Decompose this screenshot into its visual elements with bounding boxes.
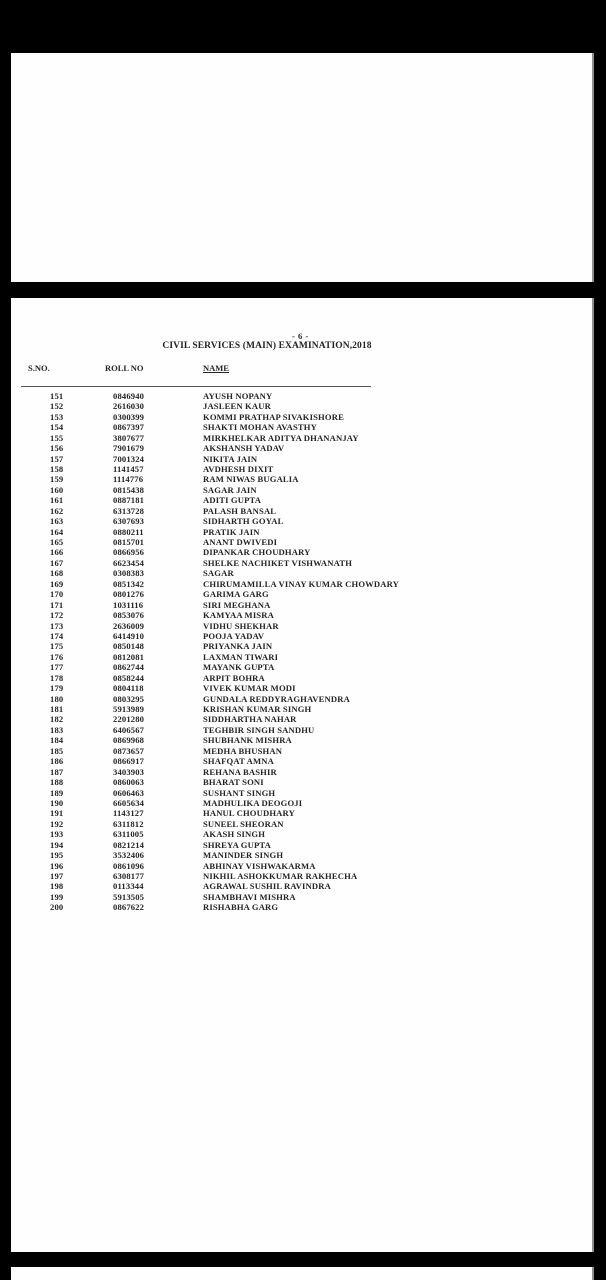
- row-serial-number: 186: [50, 756, 64, 767]
- document-title: CIVIL SERVICES (MAIN) EXAMINATION,2018: [162, 341, 372, 351]
- row-candidate-name: MIRKHELKAR ADITYA DHANANJAY: [203, 432, 359, 443]
- row-roll-number: 6406567: [113, 724, 145, 735]
- table-row: [11, 506, 592, 516]
- table-row: [11, 422, 592, 432]
- row-candidate-name: SAGAR JAIN: [203, 484, 257, 495]
- table-row: [11, 475, 592, 485]
- row-roll-number: 3807677: [113, 432, 145, 443]
- table-row: [11, 725, 592, 735]
- table-row: [11, 798, 592, 808]
- table-row: [11, 777, 592, 787]
- table-row: [11, 610, 592, 620]
- row-candidate-name: PALASH BANSAL: [203, 505, 277, 516]
- row-serial-number: 190: [50, 797, 64, 808]
- row-candidate-name: HANUL CHOUDHARY: [203, 808, 295, 819]
- row-candidate-name: SUNEEL SHEORAN: [203, 818, 284, 829]
- row-roll-number: 0869968: [113, 735, 145, 746]
- document-page-current: [11, 298, 594, 1252]
- table-row: [11, 850, 592, 860]
- row-serial-number: 157: [50, 453, 64, 464]
- row-candidate-name: JASLEEN KAUR: [203, 401, 271, 412]
- row-candidate-name: MEDHA BHUSHAN: [203, 745, 283, 756]
- page-number-label: - 6 -: [292, 331, 309, 341]
- row-candidate-name: PRIYANKA JAIN: [203, 641, 273, 652]
- row-candidate-name: KOMMI PRATHAP SIVAKISHORE: [203, 411, 344, 422]
- table-row: [11, 579, 592, 589]
- row-candidate-name: REHANA BASHIR: [203, 766, 277, 777]
- row-roll-number: 0815701: [113, 537, 145, 548]
- row-serial-number: 156: [50, 443, 64, 454]
- row-candidate-name: BHARAT SONI: [203, 777, 264, 788]
- table-row: [11, 902, 592, 912]
- row-serial-number: 173: [50, 620, 64, 631]
- row-roll-number: 0867622: [113, 902, 145, 913]
- row-roll-number: 0861096: [113, 860, 145, 871]
- results-table: [11, 391, 592, 913]
- row-roll-number: 0308383: [113, 568, 145, 579]
- row-roll-number: 0851342: [113, 578, 145, 589]
- row-candidate-name: SHAKTI MOHAN AVASTHY: [203, 422, 317, 433]
- row-roll-number: 0880211: [113, 526, 144, 537]
- table-row: [11, 840, 592, 850]
- row-candidate-name: SHAFQAT AMNA: [203, 756, 274, 767]
- table-row: [11, 433, 592, 443]
- table-row: [11, 401, 592, 411]
- row-roll-number: 5913505: [113, 891, 145, 902]
- row-roll-number: 0803295: [113, 693, 145, 704]
- row-serial-number: 161: [50, 495, 64, 506]
- table-row: [11, 558, 592, 568]
- row-candidate-name: TEGHBIR SINGH SANDHU: [203, 724, 315, 735]
- row-candidate-name: VIVEK KUMAR MODI: [203, 683, 296, 694]
- row-serial-number: 179: [50, 683, 64, 694]
- row-serial-number: 174: [50, 630, 64, 641]
- table-row: [11, 829, 592, 839]
- row-serial-number: 187: [50, 766, 64, 777]
- table-row: [11, 756, 592, 766]
- row-candidate-name: KRISHAN KUMAR SINGH: [203, 704, 312, 715]
- row-candidate-name: AYUSH NOPANY: [203, 390, 273, 401]
- row-roll-number: 0821214: [113, 839, 145, 850]
- row-candidate-name: AGRAWAL SUSHIL RAVINDRA: [203, 881, 331, 892]
- row-roll-number: 0887181: [113, 495, 145, 506]
- row-serial-number: 165: [50, 537, 64, 548]
- row-candidate-name: CHIRUMAMILLA VINAY KUMAR CHOWDARY: [203, 578, 400, 589]
- row-candidate-name: SHUBHANK MISHRA: [203, 735, 292, 746]
- table-row: [11, 527, 592, 537]
- table-row: [11, 642, 592, 652]
- row-serial-number: 166: [50, 547, 64, 558]
- row-candidate-name: ABHINAY VISHWAKARMA: [203, 860, 316, 871]
- table-row: [11, 516, 592, 526]
- row-serial-number: 183: [50, 724, 64, 735]
- row-serial-number: 167: [50, 557, 64, 568]
- row-candidate-name: ARPIT BOHRA: [203, 672, 265, 683]
- row-serial-number: 172: [50, 610, 64, 621]
- row-candidate-name: ANANT DWIVEDI: [203, 537, 278, 548]
- table-row: [11, 464, 592, 474]
- row-candidate-name: AVDHESH DIXIT: [203, 463, 274, 474]
- row-candidate-name: SHAMBHAVI MISHRA: [203, 891, 296, 902]
- table-row: [11, 704, 592, 714]
- header-divider: [21, 386, 371, 387]
- table-row: [11, 861, 592, 871]
- table-row: [11, 548, 592, 558]
- table-row: [11, 788, 592, 798]
- table-row: [11, 892, 592, 902]
- row-roll-number: 3532406: [113, 850, 145, 861]
- row-roll-number: 0300399: [113, 411, 145, 422]
- row-candidate-name: MAYANK GUPTA: [203, 662, 275, 673]
- row-candidate-name: DIPANKAR CHOUDHARY: [203, 547, 311, 558]
- row-candidate-name: SHELKE NACHIKET VISHWANATH: [203, 557, 353, 568]
- row-candidate-name: SIRI MEGHANA: [203, 599, 271, 610]
- row-roll-number: 0815438: [113, 484, 145, 495]
- row-candidate-name: VIDHU SHEKHAR: [203, 620, 279, 631]
- row-serial-number: 193: [50, 829, 64, 840]
- column-header-name: NAME: [203, 363, 229, 373]
- row-candidate-name: GUNDALA REDDYRAGHAVENDRA: [203, 693, 350, 704]
- table-row: [11, 715, 592, 725]
- row-roll-number: 6311812: [113, 818, 144, 829]
- row-roll-number: 0812081: [113, 651, 145, 662]
- row-roll-number: 0873657: [113, 745, 145, 756]
- row-candidate-name: MADHULIKA DEOGOJI: [203, 797, 303, 808]
- row-roll-number: 3403903: [113, 766, 145, 777]
- row-roll-number: 6623454: [113, 557, 145, 568]
- row-serial-number: 162: [50, 505, 64, 516]
- table-row: [11, 652, 592, 662]
- document-page-previous: [11, 53, 594, 282]
- table-row: [11, 412, 592, 422]
- row-roll-number: 1143127: [113, 808, 144, 819]
- row-roll-number: 0853076: [113, 610, 145, 621]
- row-serial-number: 197: [50, 871, 64, 882]
- row-serial-number: 185: [50, 745, 64, 756]
- row-serial-number: 177: [50, 662, 64, 673]
- row-serial-number: 171: [50, 599, 64, 610]
- row-candidate-name: ADITI GUPTA: [203, 495, 262, 506]
- row-serial-number: 182: [50, 714, 64, 725]
- row-roll-number: 0606463: [113, 787, 145, 798]
- row-serial-number: 153: [50, 411, 64, 422]
- row-serial-number: 175: [50, 641, 64, 652]
- row-roll-number: 1031116: [113, 599, 144, 610]
- table-row: [11, 600, 592, 610]
- table-row: [11, 683, 592, 693]
- row-roll-number: 0846940: [113, 390, 145, 401]
- row-candidate-name: LAXMAN TIWARI: [203, 651, 279, 662]
- row-roll-number: 0867397: [113, 422, 145, 433]
- row-serial-number: 181: [50, 704, 64, 715]
- row-roll-number: 0804118: [113, 683, 144, 694]
- row-roll-number: 7001324: [113, 453, 145, 464]
- row-candidate-name: SIDDHARTHA NAHAR: [203, 714, 297, 725]
- row-serial-number: 159: [50, 474, 64, 485]
- row-roll-number: 0862744: [113, 662, 145, 673]
- row-roll-number: 6308177: [113, 871, 145, 882]
- row-roll-number: 0113344: [113, 881, 144, 892]
- row-roll-number: 0860063: [113, 777, 145, 788]
- row-roll-number: 0858244: [113, 672, 145, 683]
- table-row: [11, 662, 592, 672]
- table-row: [11, 871, 592, 881]
- row-serial-number: 189: [50, 787, 64, 798]
- row-serial-number: 188: [50, 777, 64, 788]
- row-serial-number: 199: [50, 891, 64, 902]
- row-candidate-name: GARIMA GARG: [203, 589, 269, 600]
- table-row: [11, 391, 592, 401]
- row-candidate-name: AKASH SINGH: [203, 829, 266, 840]
- row-candidate-name: POOJA YADAV: [203, 630, 265, 641]
- table-row: [11, 568, 592, 578]
- row-serial-number: 180: [50, 693, 64, 704]
- row-roll-number: 6311005: [113, 829, 144, 840]
- table-row: [11, 746, 592, 756]
- row-candidate-name: SAGAR: [203, 568, 234, 579]
- row-candidate-name: KAMYAA MISRA: [203, 610, 274, 621]
- row-roll-number: 0866956: [113, 547, 145, 558]
- table-row: [11, 673, 592, 683]
- row-serial-number: 168: [50, 568, 64, 579]
- row-candidate-name: SHREYA GUPTA: [203, 839, 271, 850]
- row-candidate-name: PRATIK JAIN: [203, 526, 260, 537]
- column-header-sno: S.NO.: [28, 363, 50, 373]
- document-page-next: [11, 1267, 594, 1280]
- row-roll-number: 2636009: [113, 620, 145, 631]
- table-row: [11, 735, 592, 745]
- row-roll-number: 0801276: [113, 589, 145, 600]
- row-serial-number: 200: [50, 902, 64, 913]
- table-row: [11, 694, 592, 704]
- column-header-roll: ROLL NO: [105, 363, 144, 373]
- row-serial-number: 192: [50, 818, 64, 829]
- row-serial-number: 155: [50, 432, 64, 443]
- row-serial-number: 178: [50, 672, 64, 683]
- row-candidate-name: NIKITA JAIN: [203, 453, 258, 464]
- row-serial-number: 158: [50, 463, 64, 474]
- row-roll-number: 6313728: [113, 505, 145, 516]
- row-serial-number: 196: [50, 860, 64, 871]
- table-row: [11, 485, 592, 495]
- table-row: [11, 537, 592, 547]
- row-roll-number: 2201280: [113, 714, 145, 725]
- row-roll-number: 0866917: [113, 756, 145, 767]
- table-row: [11, 443, 592, 453]
- row-roll-number: 6307693: [113, 516, 145, 527]
- table-row: [11, 621, 592, 631]
- row-serial-number: 194: [50, 839, 64, 850]
- table-row: [11, 454, 592, 464]
- table-row: [11, 809, 592, 819]
- table-row: [11, 589, 592, 599]
- row-candidate-name: RISHABHA GARG: [203, 902, 279, 913]
- row-serial-number: 163: [50, 516, 64, 527]
- row-serial-number: 169: [50, 578, 64, 589]
- row-roll-number: 5913989: [113, 704, 145, 715]
- row-candidate-name: NIKHIL ASHOKKUMAR RAKHECHA: [203, 871, 358, 882]
- row-serial-number: 160: [50, 484, 64, 495]
- row-roll-number: 7901679: [113, 443, 145, 454]
- table-row: [11, 495, 592, 505]
- row-serial-number: 195: [50, 850, 64, 861]
- row-roll-number: 2616030: [113, 401, 145, 412]
- table-row: [11, 882, 592, 892]
- row-serial-number: 164: [50, 526, 64, 537]
- row-serial-number: 170: [50, 589, 64, 600]
- row-candidate-name: SUSHANT SINGH: [203, 787, 276, 798]
- row-serial-number: 191: [50, 808, 64, 819]
- row-serial-number: 176: [50, 651, 64, 662]
- row-serial-number: 154: [50, 422, 64, 433]
- row-serial-number: 151: [50, 390, 64, 401]
- row-candidate-name: AKSHANSH YADAV: [203, 443, 285, 454]
- row-roll-number: 6414910: [113, 630, 145, 641]
- row-serial-number: 152: [50, 401, 64, 412]
- row-roll-number: 6605634: [113, 797, 145, 808]
- table-row: [11, 631, 592, 641]
- table-row: [11, 767, 592, 777]
- row-candidate-name: SIDHARTH GOYAL: [203, 516, 284, 527]
- row-candidate-name: RAM NIWAS BUGALIA: [203, 474, 299, 485]
- row-serial-number: 198: [50, 881, 64, 892]
- table-row: [11, 819, 592, 829]
- row-roll-number: 1114776: [113, 474, 144, 485]
- row-roll-number: 1141457: [113, 463, 144, 474]
- row-serial-number: 184: [50, 735, 64, 746]
- row-candidate-name: MANINDER SINGH: [203, 850, 284, 861]
- row-roll-number: 0850148: [113, 641, 145, 652]
